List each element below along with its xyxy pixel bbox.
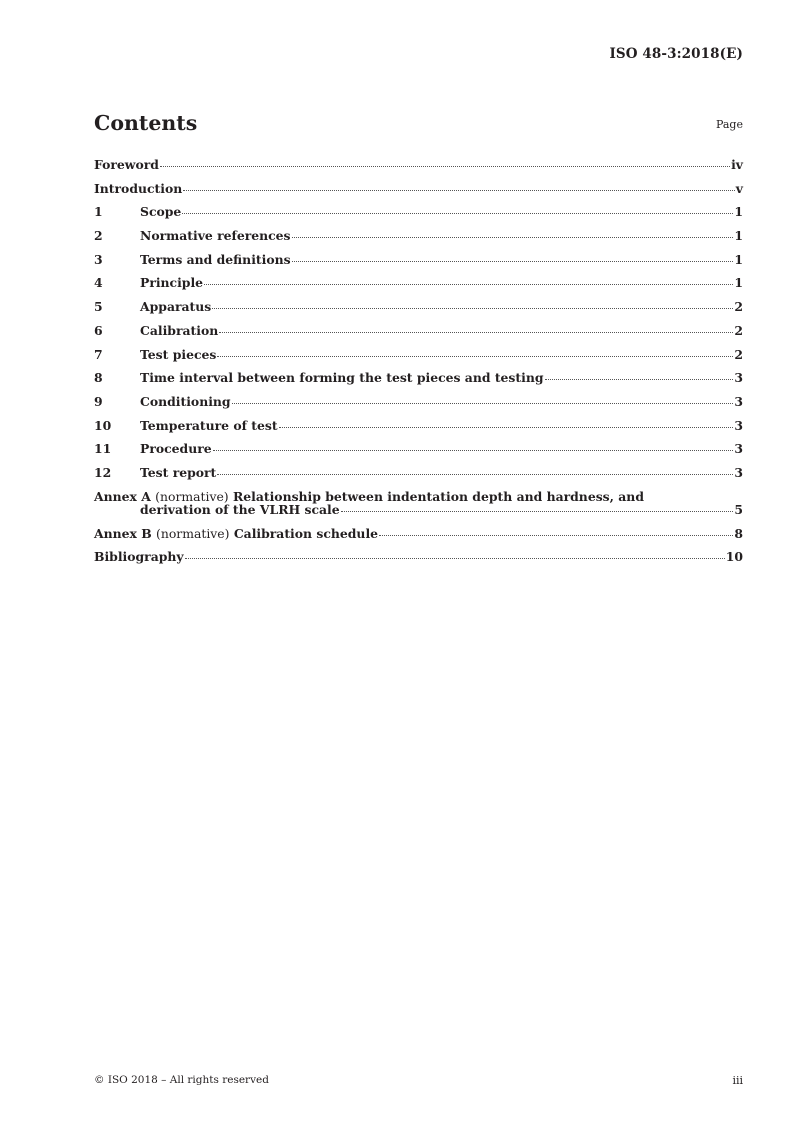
leader-dots xyxy=(213,450,734,451)
leader-dots xyxy=(379,535,733,536)
page-title: Contents xyxy=(94,111,198,135)
toc-entry-page: 1 xyxy=(734,228,743,244)
leader-dots xyxy=(185,558,725,559)
toc-entry-clause[interactable] xyxy=(94,319,743,343)
toc-entry-title: Principle xyxy=(140,275,204,291)
toc-entry-clause[interactable] xyxy=(94,271,743,295)
toc-entry-page: 2 xyxy=(734,299,743,315)
toc-entry-title: Test report xyxy=(140,464,217,480)
toc-entry-page: 8 xyxy=(734,525,743,541)
toc-entry-clause[interactable] xyxy=(94,414,743,438)
toc-entry-annex-b[interactable] xyxy=(94,522,743,546)
leader-dots xyxy=(292,261,734,262)
leader-dots xyxy=(212,308,733,309)
leader-dots xyxy=(160,166,730,167)
toc-entry-clause[interactable] xyxy=(94,437,743,461)
toc-entry-page: iv xyxy=(731,157,743,172)
toc-entry-title: Time interval between forming the test pieces and testing xyxy=(140,370,544,386)
toc-entry-page: 1 xyxy=(734,204,743,220)
toc-entry-title: Conditioning xyxy=(140,393,231,409)
leader-dots xyxy=(545,379,734,380)
toc-entry-page: 5 xyxy=(734,502,743,518)
table-of-contents xyxy=(94,153,743,569)
clause-number: 7 xyxy=(94,346,103,362)
clause-number: 8 xyxy=(94,370,103,386)
toc-entry-page: 3 xyxy=(734,464,743,480)
toc-entry-title: Calibration xyxy=(140,322,219,338)
copyright-notice: © ISO 2018 – All rights reserved xyxy=(94,1074,269,1086)
clause-number: 4 xyxy=(94,275,103,291)
clause-number: 5 xyxy=(94,299,103,315)
clause-number: 2 xyxy=(94,228,103,244)
toc-entry-clause[interactable] xyxy=(94,343,743,367)
leader-dots xyxy=(232,403,734,404)
leader-dots xyxy=(182,213,733,214)
toc-entry-page: 3 xyxy=(734,393,743,409)
toc-entry-clause[interactable] xyxy=(94,461,743,485)
annex-a-title-line2: derivation of the VLRH scale xyxy=(140,502,340,518)
annex-a-title-line1: Relationship between indentation depth and hardness, and xyxy=(232,488,644,504)
toc-entry-page: 1 xyxy=(734,251,743,267)
toc-entry-title: Scope xyxy=(140,204,182,220)
toc-entry-page: 3 xyxy=(734,441,743,457)
toc-entry-page: 2 xyxy=(734,346,743,362)
toc-entry-introduction[interactable] xyxy=(94,177,743,201)
clause-number: 3 xyxy=(94,251,103,267)
clause-number: 9 xyxy=(94,393,103,409)
toc-entry-clause[interactable] xyxy=(94,366,743,390)
annex-b-type: (normative) xyxy=(156,525,230,541)
toc-entry-title: Normative references xyxy=(140,228,291,244)
annex-a-label: Annex A xyxy=(94,488,151,504)
toc-entry-title: Apparatus xyxy=(140,299,212,315)
annex-b-heading xyxy=(94,522,378,546)
toc-entry-annex-a[interactable] xyxy=(94,485,743,522)
toc-entry-clause[interactable] xyxy=(94,390,743,414)
toc-entry-title: Test pieces xyxy=(140,346,217,362)
annex-a-heading xyxy=(94,490,743,504)
page-column-label: Page xyxy=(715,118,743,131)
toc-entry-title: Temperature of test xyxy=(140,417,278,433)
document-id: ISO 48-3:2018(E) xyxy=(609,46,743,62)
toc-entry-title: Foreword xyxy=(94,157,159,172)
annex-a-continuation xyxy=(94,503,743,517)
clause-number: 10 xyxy=(94,417,112,433)
toc-entry-title: Procedure xyxy=(140,441,212,457)
leader-dots xyxy=(279,427,734,428)
toc-entry-page: 2 xyxy=(734,322,743,338)
toc-entry-clause[interactable] xyxy=(94,295,743,319)
toc-entry-title: Introduction xyxy=(94,180,183,196)
page-number: iii xyxy=(732,1074,743,1087)
toc-entry-bibliography[interactable] xyxy=(94,545,743,569)
clause-number: 12 xyxy=(94,464,112,480)
leader-dots xyxy=(217,474,733,475)
leader-dots xyxy=(341,511,734,512)
toc-entry-foreword[interactable] xyxy=(94,153,743,177)
clause-number: 6 xyxy=(94,322,103,338)
annex-b-title: Calibration schedule xyxy=(233,525,379,541)
toc-entry-clause[interactable] xyxy=(94,224,743,248)
toc-entry-clause[interactable] xyxy=(94,200,743,224)
toc-entry-page: 3 xyxy=(734,370,743,386)
leader-dots xyxy=(204,284,733,285)
toc-entry-title: Terms and definitions xyxy=(140,251,291,267)
toc-entry-page: 3 xyxy=(734,417,743,433)
leader-dots xyxy=(292,237,734,238)
clause-number: 1 xyxy=(94,204,103,220)
leader-dots xyxy=(217,356,733,357)
leader-dots xyxy=(219,332,733,333)
toc-entry-clause[interactable] xyxy=(94,248,743,272)
toc-entry-title: Bibliography xyxy=(94,549,184,565)
leader-dots xyxy=(183,190,735,191)
toc-entry-page: 10 xyxy=(725,549,743,565)
clause-number: 11 xyxy=(94,441,112,457)
annex-a-type: (normative) xyxy=(155,488,229,504)
toc-entry-page: v xyxy=(735,180,743,196)
annex-b-label: Annex B xyxy=(94,525,152,541)
toc-entry-page: 1 xyxy=(734,275,743,291)
